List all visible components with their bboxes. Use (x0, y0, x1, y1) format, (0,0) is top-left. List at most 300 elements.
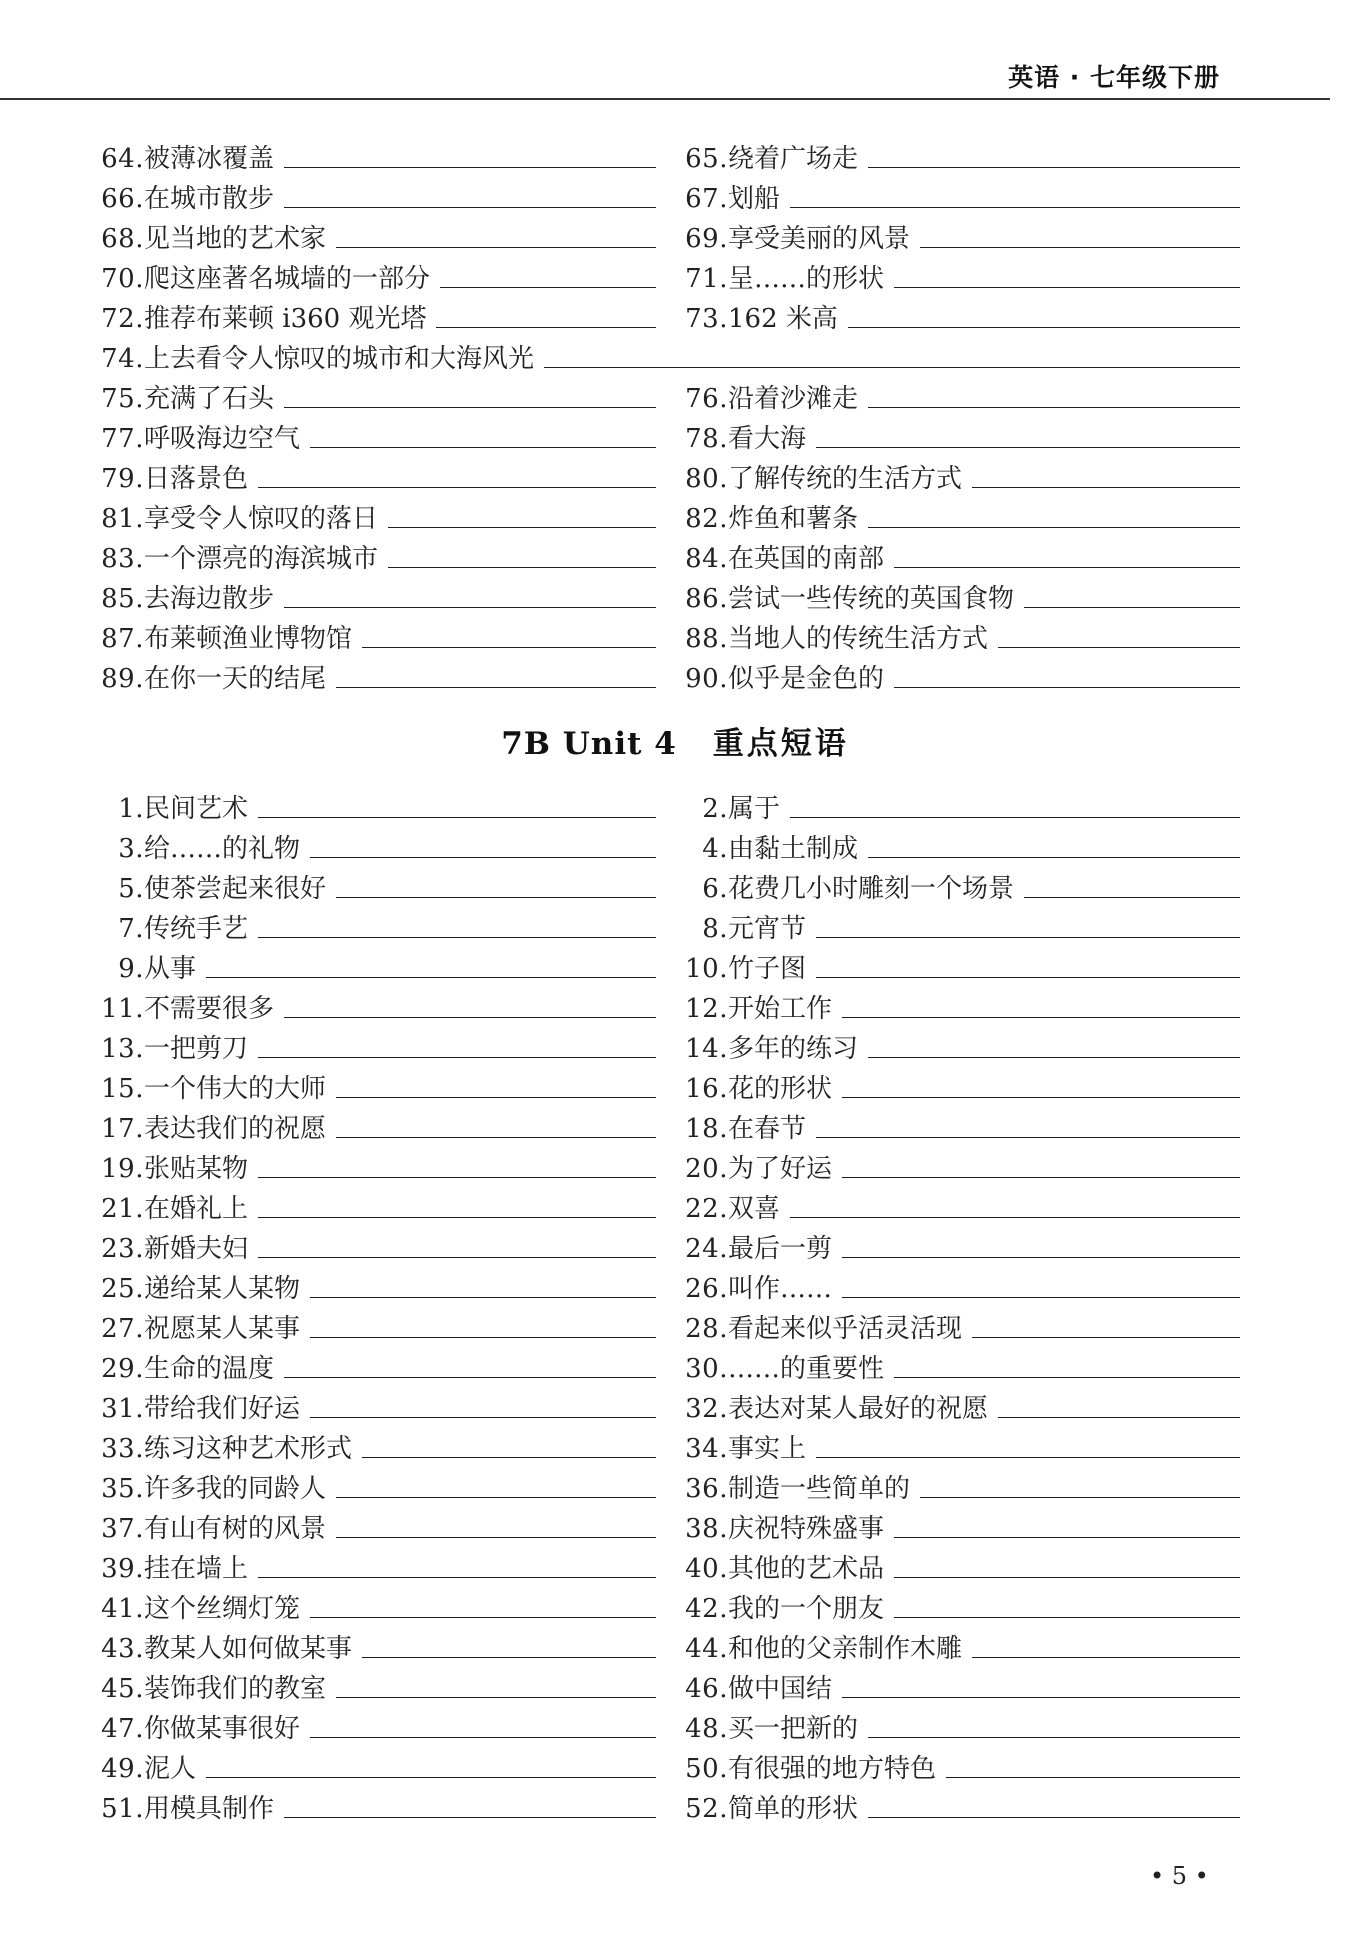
item-number: 64. (101, 144, 144, 174)
answer-blank[interactable] (258, 817, 656, 818)
item-number: 1. (118, 794, 144, 824)
item-number: 84. (685, 544, 728, 574)
item-number: 50. (685, 1754, 728, 1784)
item-prompt: 传统手艺 (144, 914, 249, 944)
answer-blank[interactable] (972, 487, 1240, 488)
answer-blank[interactable] (868, 1057, 1240, 1058)
exercise-item (96, 824, 656, 864)
item-number: 10. (685, 954, 728, 984)
item-prompt: 给……的礼物 (144, 834, 301, 864)
exercise-item (96, 1304, 656, 1344)
item-prompt: 用模具制作 (144, 1794, 275, 1824)
item-number: 23. (101, 1234, 144, 1264)
item-number: 71. (685, 264, 728, 294)
answer-blank[interactable] (388, 567, 656, 568)
item-number: 79. (101, 464, 144, 494)
answer-blank[interactable] (868, 1737, 1240, 1738)
item-number: 66. (101, 184, 144, 214)
item-prompt: 多年的练习 (728, 1034, 859, 1064)
exercise-item (680, 1064, 1240, 1104)
item-prompt: 制造一些简单的 (728, 1474, 911, 1504)
exercise-item (680, 1304, 1240, 1344)
item-number: 32. (685, 1394, 728, 1424)
exercise-item (680, 414, 1240, 454)
exercise-item (96, 494, 656, 534)
answer-blank[interactable] (868, 857, 1240, 858)
answer-blank[interactable] (336, 1697, 656, 1698)
item-number: 28. (685, 1314, 728, 1344)
item-prompt: 事实上 (728, 1434, 807, 1464)
exercise-item (96, 1144, 656, 1184)
header-rule (0, 98, 1330, 100)
answer-blank[interactable] (894, 687, 1240, 688)
answer-blank[interactable] (842, 1097, 1240, 1098)
item-number: 2. (702, 794, 728, 824)
item-number: 34. (685, 1434, 728, 1464)
answer-blank[interactable] (336, 1097, 656, 1098)
answer-blank[interactable] (362, 1457, 656, 1458)
item-number: 42. (685, 1594, 728, 1624)
item-prompt: 庆祝特殊盛事 (728, 1514, 885, 1544)
exercise-item (96, 1024, 656, 1064)
exercise-item (96, 984, 656, 1024)
section2-left-column (96, 784, 656, 1824)
answer-blank[interactable] (362, 1657, 656, 1658)
item-prompt: 去海边散步 (144, 584, 275, 614)
answer-blank[interactable] (336, 1137, 656, 1138)
exercise-item (680, 1624, 1240, 1664)
answer-blank[interactable] (868, 407, 1240, 408)
exercise-item (680, 1344, 1240, 1384)
exercise-item (680, 654, 1240, 694)
answer-blank[interactable] (842, 1257, 1240, 1258)
section-label: 重点短语 (712, 726, 849, 762)
item-prompt: 呼吸海边空气 (144, 424, 301, 454)
item-number: 5. (118, 874, 144, 904)
item-number: 12. (685, 994, 728, 1024)
exercise-item (96, 1464, 656, 1504)
exercise-item-full (96, 334, 1240, 374)
answer-blank[interactable] (388, 527, 656, 528)
answer-blank[interactable] (310, 1737, 656, 1738)
item-number: 30. (685, 1354, 728, 1384)
item-number: 69. (685, 224, 728, 254)
item-number: 7. (118, 914, 144, 944)
exercise-item (96, 214, 656, 254)
answer-blank[interactable] (816, 1137, 1240, 1138)
exercise-item (96, 1384, 656, 1424)
exercise-item (96, 1104, 656, 1144)
exercise-item (96, 1264, 656, 1304)
item-prompt: 竹子图 (728, 954, 807, 984)
item-number: 26. (685, 1274, 728, 1304)
unit-label: 7B Unit 4 (501, 726, 677, 762)
item-number: 20. (685, 1154, 728, 1184)
answer-blank[interactable] (816, 937, 1240, 938)
exercise-item (680, 1744, 1240, 1784)
item-prompt: 沿着沙滩走 (728, 384, 859, 414)
exercise-item (96, 454, 656, 494)
answer-blank[interactable] (258, 1577, 656, 1578)
answer-blank[interactable] (258, 1177, 656, 1178)
item-prompt: 当地人的传统生活方式 (728, 624, 989, 654)
item-prompt: 上去看令人惊叹的城市和大海风光 (144, 344, 535, 374)
item-prompt: 有很强的地方特色 (728, 1754, 937, 1784)
answer-blank[interactable] (336, 897, 656, 898)
item-prompt: 带给我们好运 (144, 1394, 301, 1424)
answer-blank[interactable] (284, 1377, 656, 1378)
answer-blank[interactable] (920, 247, 1240, 248)
exercise-item (680, 374, 1240, 414)
item-prompt: 民间艺术 (144, 794, 249, 824)
section1-right-column-b (680, 374, 1240, 694)
item-prompt: 爬这座著名城墙的一部分 (144, 264, 431, 294)
exercise-item (680, 614, 1240, 654)
exercise-item (96, 1744, 656, 1784)
answer-blank[interactable] (946, 1777, 1240, 1778)
answer-blank[interactable] (894, 1377, 1240, 1378)
answer-blank[interactable] (310, 447, 656, 448)
item-prompt: 似乎是金色的 (728, 664, 885, 694)
exercise-item (680, 294, 1240, 334)
answer-blank[interactable] (258, 1057, 656, 1058)
item-number: 4. (702, 834, 728, 864)
item-prompt: 教某人如何做某事 (144, 1634, 353, 1664)
exercise-item (680, 454, 1240, 494)
item-prompt: 这个丝绸灯笼 (144, 1594, 301, 1624)
answer-blank[interactable] (284, 207, 656, 208)
item-prompt: 布莱顿渔业博物馆 (144, 624, 353, 654)
answer-blank[interactable] (842, 1177, 1240, 1178)
item-prompt: 生命的温度 (144, 1354, 275, 1384)
item-prompt: 使茶尝起来很好 (144, 874, 327, 904)
item-prompt: 你做某事很好 (144, 1714, 301, 1744)
answer-blank[interactable] (362, 647, 656, 648)
item-number: 19. (101, 1154, 144, 1184)
exercise-item (680, 574, 1240, 614)
item-number: 65. (685, 144, 728, 174)
item-prompt: 我的一个朋友 (728, 1594, 885, 1624)
exercise-item (680, 1224, 1240, 1264)
answer-blank[interactable] (284, 1817, 656, 1818)
item-prompt: 炸鱼和薯条 (728, 504, 859, 534)
answer-blank[interactable] (310, 1337, 656, 1338)
answer-blank[interactable] (998, 1417, 1240, 1418)
item-prompt: 一把剪刀 (144, 1034, 249, 1064)
exercise-item (96, 414, 656, 454)
item-prompt: 被薄冰覆盖 (144, 144, 275, 174)
item-number: 86. (685, 584, 728, 614)
item-prompt: 享受美丽的风景 (728, 224, 911, 254)
item-prompt: 在英国的南部 (728, 544, 885, 574)
item-number: 35. (101, 1474, 144, 1504)
item-prompt: 在春节 (728, 1114, 807, 1144)
item-prompt: 张贴某物 (144, 1154, 249, 1184)
item-number: 76. (685, 384, 728, 414)
item-number: 11. (101, 994, 144, 1024)
answer-blank[interactable] (336, 687, 656, 688)
item-prompt: 一个伟大的大师 (144, 1074, 327, 1104)
item-prompt: 在婚礼上 (144, 1194, 249, 1224)
item-prompt: 看大海 (728, 424, 807, 454)
answer-blank[interactable] (816, 977, 1240, 978)
exercise-item (96, 1224, 656, 1264)
item-prompt: 挂在墙上 (144, 1554, 249, 1584)
item-prompt: 花费几小时雕刻一个场景 (728, 874, 1015, 904)
item-prompt: 新婚夫妇 (144, 1234, 249, 1264)
answer-blank[interactable] (842, 1297, 1240, 1298)
answer-blank[interactable] (310, 857, 656, 858)
answer-blank[interactable] (436, 327, 656, 328)
answer-blank[interactable] (284, 607, 656, 608)
section1-left-column-b (96, 374, 656, 694)
item-number: 81. (101, 504, 144, 534)
exercise-item (680, 1464, 1240, 1504)
exercise-item (96, 1664, 656, 1704)
page-number: • 5 • (1150, 1862, 1209, 1890)
answer-blank[interactable] (894, 287, 1240, 288)
answer-blank[interactable] (206, 1777, 656, 1778)
exercise-item (96, 944, 656, 984)
item-prompt: 表达对某人最好的祝愿 (728, 1394, 989, 1424)
exercise-item (96, 174, 656, 214)
answer-blank[interactable] (842, 1697, 1240, 1698)
exercise-item (96, 134, 656, 174)
exercise-item (680, 784, 1240, 824)
item-number: 36. (685, 1474, 728, 1504)
exercise-item (680, 1784, 1240, 1824)
answer-blank[interactable] (1024, 607, 1240, 608)
item-number: 88. (685, 624, 728, 654)
item-number: 72. (101, 304, 144, 334)
item-number: 40. (685, 1554, 728, 1584)
answer-blank[interactable] (868, 1817, 1240, 1818)
item-number: 14. (685, 1034, 728, 1064)
exercise-item (96, 1344, 656, 1384)
section1-left-column-a (96, 134, 656, 334)
answer-blank[interactable] (310, 1617, 656, 1618)
item-prompt: 其他的艺术品 (728, 1554, 885, 1584)
item-number: 78. (685, 424, 728, 454)
section1-right-column-a (680, 134, 1240, 334)
exercise-item (96, 784, 656, 824)
answer-blank[interactable] (258, 1257, 656, 1258)
item-prompt: 买一把新的 (728, 1714, 859, 1744)
item-number: 16. (685, 1074, 728, 1104)
item-number: 74. (101, 344, 144, 374)
item-prompt: 绕着广场走 (728, 144, 859, 174)
exercise-item (680, 1144, 1240, 1184)
answer-blank[interactable] (868, 527, 1240, 528)
item-prompt: 叫作…… (728, 1274, 833, 1304)
answer-blank[interactable] (894, 1577, 1240, 1578)
answer-blank[interactable] (790, 1217, 1240, 1218)
answer-blank[interactable] (848, 327, 1240, 328)
item-number: 44. (685, 1634, 728, 1664)
item-number: 80. (685, 464, 728, 494)
item-number: 47. (101, 1714, 144, 1744)
item-prompt: 见当地的艺术家 (144, 224, 327, 254)
item-prompt: 祝愿某人某事 (144, 1314, 301, 1344)
answer-blank[interactable] (336, 1497, 656, 1498)
exercise-item (680, 824, 1240, 864)
item-number: 70. (101, 264, 144, 294)
answer-blank[interactable] (868, 167, 1240, 168)
item-prompt: 元宵节 (728, 914, 807, 944)
answer-blank[interactable] (206, 977, 656, 978)
item-number: 13. (101, 1034, 144, 1064)
answer-blank[interactable] (894, 567, 1240, 568)
exercise-item (96, 654, 656, 694)
item-prompt: 划船 (728, 184, 781, 214)
item-number: 48. (685, 1714, 728, 1744)
answer-blank[interactable] (544, 367, 1240, 368)
exercise-item (680, 984, 1240, 1024)
item-prompt: 从事 (144, 954, 197, 984)
item-prompt: 做中国结 (728, 1674, 833, 1704)
answer-blank[interactable] (258, 1217, 656, 1218)
item-prompt: 享受令人惊叹的落日 (144, 504, 379, 534)
item-prompt: 有山有树的风景 (144, 1514, 327, 1544)
item-prompt: 表达我们的祝愿 (144, 1114, 327, 1144)
item-prompt: 由黏土制成 (728, 834, 859, 864)
item-number: 67. (685, 184, 728, 214)
answer-blank[interactable] (816, 447, 1240, 448)
item-prompt: 属于 (728, 794, 781, 824)
answer-blank[interactable] (336, 1537, 656, 1538)
exercise-item (680, 134, 1240, 174)
item-number: 82. (685, 504, 728, 534)
exercise-item (680, 944, 1240, 984)
item-number: 18. (685, 1114, 728, 1144)
exercise-item (96, 574, 656, 614)
exercise-item (96, 904, 656, 944)
item-prompt: ……的重要性 (728, 1354, 885, 1384)
answer-blank[interactable] (258, 487, 656, 488)
item-prompt: 在你一天的结尾 (144, 664, 327, 694)
answer-blank[interactable] (790, 817, 1240, 818)
exercise-item (680, 1024, 1240, 1064)
item-prompt: 递给某人某物 (144, 1274, 301, 1304)
exercise-item (680, 494, 1240, 534)
exercise-item (680, 1664, 1240, 1704)
item-number: 46. (685, 1674, 728, 1704)
exercise-item (680, 534, 1240, 574)
item-prompt: 不需要很多 (144, 994, 275, 1024)
item-number: 89. (101, 664, 144, 694)
answer-blank[interactable] (920, 1497, 1240, 1498)
answer-blank[interactable] (440, 287, 656, 288)
exercise-item (96, 254, 656, 294)
item-prompt: 装饰我们的教室 (144, 1674, 327, 1704)
answer-blank[interactable] (972, 1657, 1240, 1658)
item-prompt: 了解传统的生活方式 (728, 464, 963, 494)
exercise-item (96, 614, 656, 654)
exercise-item (680, 1264, 1240, 1304)
item-prompt: 在城市散步 (144, 184, 275, 214)
exercise-item (96, 1584, 656, 1624)
exercise-item (96, 1184, 656, 1224)
answer-blank[interactable] (816, 1457, 1240, 1458)
item-number: 43. (101, 1634, 144, 1664)
item-number: 52. (685, 1794, 728, 1824)
item-number: 8. (702, 914, 728, 944)
item-number: 29. (101, 1354, 144, 1384)
answer-blank[interactable] (998, 647, 1240, 648)
item-prompt: 162 米高 (728, 304, 838, 334)
answer-blank[interactable] (284, 407, 656, 408)
item-prompt: 泥人 (144, 1754, 197, 1784)
item-prompt: 为了好运 (728, 1154, 833, 1184)
item-number: 90. (685, 664, 728, 694)
exercise-item (680, 214, 1240, 254)
item-prompt: 看起来似乎活灵活现 (728, 1314, 963, 1344)
item-number: 45. (101, 1674, 144, 1704)
section-title (0, 718, 1350, 763)
item-prompt: 充满了石头 (144, 384, 275, 414)
answer-blank[interactable] (1024, 897, 1240, 898)
exercise-item (96, 1784, 656, 1824)
section2-right-column (680, 784, 1240, 1824)
answer-blank[interactable] (284, 167, 656, 168)
answer-blank[interactable] (336, 247, 656, 248)
item-prompt: 最后一剪 (728, 1234, 833, 1264)
exercise-item (96, 864, 656, 904)
item-number: 75. (101, 384, 144, 414)
item-number: 25. (101, 1274, 144, 1304)
item-prompt: 推荐布莱顿 i360 观光塔 (144, 304, 427, 334)
item-prompt: 和他的父亲制作木雕 (728, 1634, 963, 1664)
item-prompt: 呈……的形状 (728, 264, 885, 294)
item-number: 9. (118, 954, 144, 984)
item-number: 17. (101, 1114, 144, 1144)
item-prompt: 双喜 (728, 1194, 781, 1224)
exercise-item (680, 1584, 1240, 1624)
exercise-item (96, 374, 656, 414)
item-number: 22. (685, 1194, 728, 1224)
item-number: 27. (101, 1314, 144, 1344)
exercise-item (680, 1504, 1240, 1544)
exercise-item (96, 1704, 656, 1744)
item-number: 31. (101, 1394, 144, 1424)
item-number: 68. (101, 224, 144, 254)
answer-blank[interactable] (842, 1017, 1240, 1018)
item-number: 73. (685, 304, 728, 334)
answer-blank[interactable] (894, 1617, 1240, 1618)
answer-blank[interactable] (258, 937, 656, 938)
answer-blank[interactable] (972, 1337, 1240, 1338)
answer-blank[interactable] (310, 1297, 656, 1298)
exercise-item (96, 1544, 656, 1584)
exercise-item (96, 294, 656, 334)
exercise-item (680, 904, 1240, 944)
item-prompt: 日落景色 (144, 464, 249, 494)
answer-blank[interactable] (894, 1537, 1240, 1538)
item-prompt: 许多我的同龄人 (144, 1474, 327, 1504)
exercise-item (680, 174, 1240, 214)
item-number: 3. (118, 834, 144, 864)
answer-blank[interactable] (284, 1017, 656, 1018)
answer-blank[interactable] (310, 1417, 656, 1418)
item-prompt: 开始工作 (728, 994, 833, 1024)
item-number: 6. (702, 874, 728, 904)
item-number: 85. (101, 584, 144, 614)
item-prompt: 简单的形状 (728, 1794, 859, 1824)
answer-blank[interactable] (790, 207, 1240, 208)
item-number: 21. (101, 1194, 144, 1224)
exercise-item (96, 1624, 656, 1664)
item-number: 24. (685, 1234, 728, 1264)
